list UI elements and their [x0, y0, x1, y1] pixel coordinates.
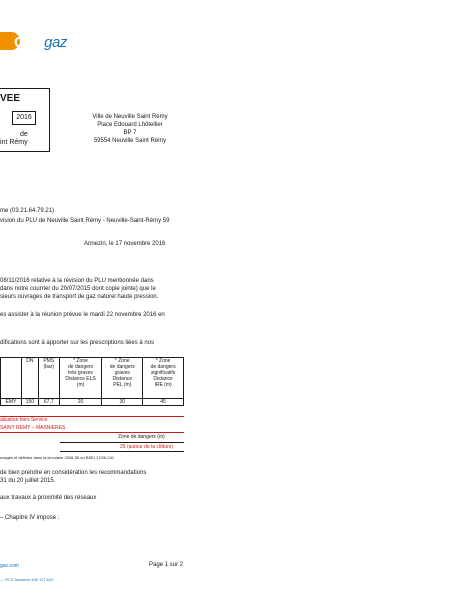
- table-header-row: [1, 358, 184, 399]
- table-divider: [60, 442, 184, 443]
- paragraph-line: aux travaux à proximité des réseaux: [0, 495, 97, 501]
- row-pms: 67,7: [38, 399, 59, 406]
- stamp-line-1: de: [20, 131, 28, 138]
- address-line: Place Edouard Lhôtellier: [97, 122, 163, 128]
- reference-line: me (03.21.64.79.21): [0, 208, 55, 214]
- address-line: BP 7: [123, 130, 137, 136]
- page-number: Page 1 sur 2: [149, 562, 184, 568]
- stamp-date: 2016: [12, 111, 36, 125]
- red-divider: [0, 432, 184, 433]
- address-line: 59554 Neuville Saint Rémy: [93, 138, 167, 144]
- paragraph-line: 31 du 20 juillet 2015.: [0, 478, 56, 484]
- red-divider: [0, 416, 184, 417]
- table-header-zone-serious: * Zone de dangers graves Distance PEL (m): [102, 358, 143, 399]
- letter-date: Annezin, le 17 novembre 2016: [84, 241, 166, 247]
- company-logo: GRTgaz: [14, 34, 67, 51]
- table-header-dn: DN: [21, 358, 38, 399]
- row-name: EMY: [1, 399, 22, 406]
- row-els: 20: [59, 399, 102, 406]
- pipeline-table: [0, 357, 184, 406]
- paragraph-line: es assister à la réunion prévue le mardi 22 novembre 2016 en: [0, 312, 165, 318]
- table-header-zone-significant: * Zone de dangers significatifs Distance IRE (m): [143, 358, 184, 399]
- table-footnote: uvages et définies dans la circulaire 2006-55 ou BSEI 17/06-241: [0, 455, 115, 460]
- pipeline-name: SAINT REMY – MASNIERES: [0, 425, 66, 431]
- row-ire: 45: [143, 399, 184, 406]
- paragraph-line: 08/11/2016 relative à la révision du PLU mentionnée dans: [0, 278, 154, 284]
- address-line: Ville de Neuville Saint Rémy: [92, 114, 168, 120]
- recipient-address: [60, 113, 200, 145]
- paragraph-line: sieurs ouvrages de transport de gaz naturel haute pression.: [0, 294, 159, 300]
- footer-website: gaz.com: [0, 563, 19, 569]
- stamp-line-2: int Rémy: [0, 139, 28, 146]
- row-dn: 150: [21, 399, 38, 406]
- object-line: vision du PLU de Neuville Saint Rémy - Neuville-Saint-Rémy 59: [0, 218, 170, 224]
- table-header-zone-very-serious: * Zone de dangers très graves Distance ELS (m): [59, 358, 102, 399]
- danger-zone-value: 25 (autour de la clôture): [120, 444, 174, 450]
- footer-legal: — RCS Nanterre 440 117 620: [0, 577, 54, 582]
- danger-zone-label: Zone de dangers (m): [118, 434, 165, 440]
- table-divider: [60, 451, 184, 452]
- table-header-pms: PMS (bar): [38, 358, 59, 399]
- paragraph-line: – Chapitre IV impose :: [0, 515, 60, 521]
- out-of-service-note: alisation hors Service: [0, 417, 48, 423]
- paragraph-line: de bien prendre en considération les recommandations: [0, 470, 147, 476]
- stamp-heading: VEE: [0, 93, 21, 104]
- row-pel: 30: [102, 399, 143, 406]
- paragraph-line: difications sont à apporter sur les prescriptions liées à nos: [0, 340, 155, 346]
- paragraph-line: dans notre courrier du 20/07/2015 dont copie jointe) que le: [0, 286, 156, 292]
- table-header-cell: [1, 358, 22, 399]
- table-row: [1, 399, 184, 406]
